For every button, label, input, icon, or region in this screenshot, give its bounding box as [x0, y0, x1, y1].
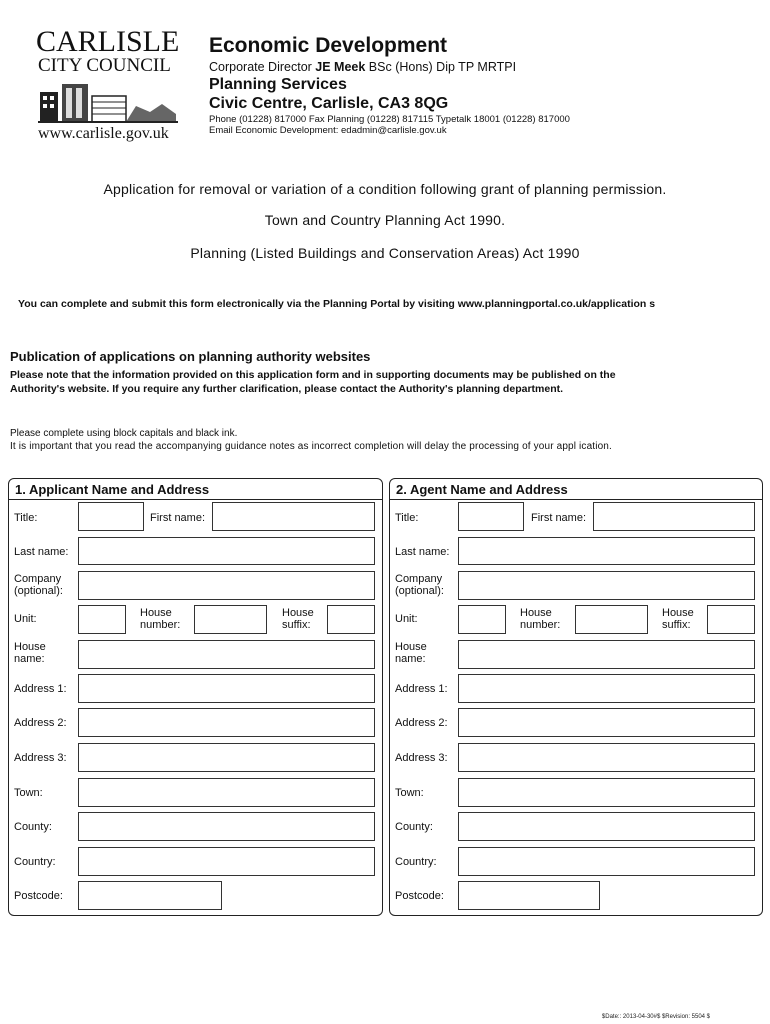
unit-label: Unit: — [14, 613, 37, 625]
instruction-line1: Please complete using block capitals and black ink. — [10, 428, 238, 439]
agent-title-field[interactable] — [458, 502, 524, 531]
town-label: Town: — [395, 787, 424, 799]
director-suffix: BSc (Hons) Dip TP MRTPI — [365, 60, 517, 74]
country-label: Country: — [14, 856, 56, 868]
company-label: Company (optional): — [14, 573, 63, 597]
town-label: Town: — [14, 787, 43, 799]
corporate-director — [209, 60, 516, 74]
house-name-label: House name: — [14, 641, 46, 665]
postcode-label: Postcode: — [14, 890, 63, 902]
unit-label: Unit: — [395, 613, 418, 625]
applicant-unit-field[interactable] — [78, 605, 126, 634]
title-label: Title: — [14, 512, 38, 524]
applicant-address3-field[interactable] — [78, 743, 375, 772]
applicant-house-number-field[interactable] — [194, 605, 267, 634]
logo-line1: CARLISLE — [36, 25, 180, 58]
applicant-county-field[interactable] — [78, 812, 375, 841]
country-label: Country: — [395, 856, 437, 868]
address1-label: Address 1: — [395, 683, 448, 695]
instruction-line2: It is important that you read the accompanying guidance notes as incorrect completion will delay the processing of your appl ication. — [10, 441, 612, 452]
service-name: Planning Services — [209, 76, 347, 93]
agent-country-field[interactable] — [458, 847, 755, 876]
publication-heading: Publication of applications on planning authority websites — [10, 349, 371, 364]
agent-postcode-field[interactable] — [458, 881, 600, 910]
applicant-heading: 1. Applicant Name and Address — [15, 482, 210, 497]
portal-note: You can complete and submit this form electronically via the Planning Portal by visiting www.planningportal.co.uk/application s — [18, 298, 656, 310]
applicant-house-suffix-field[interactable] — [327, 605, 375, 634]
act-2: Planning (Listed Buildings and Conservation Areas) Act 1990 — [190, 245, 580, 261]
county-label: County: — [395, 821, 433, 833]
address2-label: Address 2: — [14, 717, 67, 729]
director-name: JE Meek — [315, 60, 366, 74]
applicant-last-name-field[interactable] — [78, 537, 375, 565]
postcode-label: Postcode: — [395, 890, 444, 902]
address3-label: Address 3: — [395, 752, 448, 764]
address1-label: Address 1: — [14, 683, 67, 695]
agent-house-name-field[interactable] — [458, 640, 755, 669]
phone-line: Phone (01228) 817000 Fax Planning (01228) 817115 Typetalk 18001 (01228) 817000 — [209, 114, 570, 125]
applicant-first-name-field[interactable] — [212, 502, 375, 531]
logo-url: www.carlisle.gov.uk — [38, 125, 169, 142]
applicant-town-field[interactable] — [78, 778, 375, 807]
agent-house-suffix-field[interactable] — [707, 605, 755, 634]
house-number-label: House number: — [140, 607, 181, 631]
house-name-label: House name: — [395, 641, 427, 665]
service-address: Civic Centre, Carlisle, CA3 8QG — [209, 95, 449, 112]
applicant-address1-field[interactable] — [78, 674, 375, 703]
agent-address2-field[interactable] — [458, 708, 755, 737]
section-divider — [9, 499, 382, 500]
address2-label: Address 2: — [395, 717, 448, 729]
logo-line2: CITY COUNCIL — [38, 55, 171, 76]
first-name-label: First name: — [531, 512, 587, 524]
agent-section — [389, 478, 763, 916]
company-label: Company (optional): — [395, 573, 444, 597]
applicant-country-field[interactable] — [78, 847, 375, 876]
title-label: Title: — [395, 512, 419, 524]
agent-last-name-field[interactable] — [458, 537, 755, 565]
publication-line2: Authority's website. If you require any further clarification, please contact the Authority's planning department. — [10, 383, 564, 395]
applicant-postcode-field[interactable] — [78, 881, 222, 910]
act-1: Town and Country Planning Act 1990. — [264, 212, 506, 228]
revision-footer: $Date:: 2013-04-30#$ $Revision: 5504 $ — [601, 1014, 710, 1020]
agent-address3-field[interactable] — [458, 743, 755, 772]
agent-first-name-field[interactable] — [593, 502, 755, 531]
address3-label: Address 3: — [14, 752, 67, 764]
applicant-title-field[interactable] — [78, 502, 144, 531]
agent-address1-field[interactable] — [458, 674, 755, 703]
agent-house-number-field[interactable] — [575, 605, 648, 634]
agent-town-field[interactable] — [458, 778, 755, 807]
agent-heading: 2. Agent Name and Address — [396, 482, 568, 497]
agent-county-field[interactable] — [458, 812, 755, 841]
section-divider — [390, 499, 762, 500]
applicant-company-field[interactable] — [78, 571, 375, 600]
agent-company-field[interactable] — [458, 571, 755, 600]
house-suffix-label: House suffix: — [662, 607, 694, 631]
carlisle-city-council-logo — [36, 25, 186, 148]
publication-line1: Please note that the information provided on this application form and in supporting documents may be published on the — [10, 369, 616, 381]
applicant-section — [8, 478, 383, 916]
civic-centre-building-icon — [38, 78, 178, 124]
email-line: Email Economic Development: edadmin@carlisle.gov.uk — [209, 125, 447, 136]
agent-unit-field[interactable] — [458, 605, 506, 634]
last-name-label: Last name: — [395, 546, 450, 558]
director-prefix: Corporate Director — [209, 60, 316, 74]
house-number-label: House number: — [520, 607, 561, 631]
county-label: County: — [14, 821, 52, 833]
applicant-house-name-field[interactable] — [78, 640, 375, 669]
house-suffix-label: House suffix: — [282, 607, 314, 631]
department-title: Economic Development — [209, 34, 448, 57]
last-name-label: Last name: — [14, 546, 69, 558]
form-title: Application for removal or variation of a condition following grant of planning permission. — [103, 181, 667, 197]
applicant-address2-field[interactable] — [78, 708, 375, 737]
first-name-label: First name: — [150, 512, 206, 524]
